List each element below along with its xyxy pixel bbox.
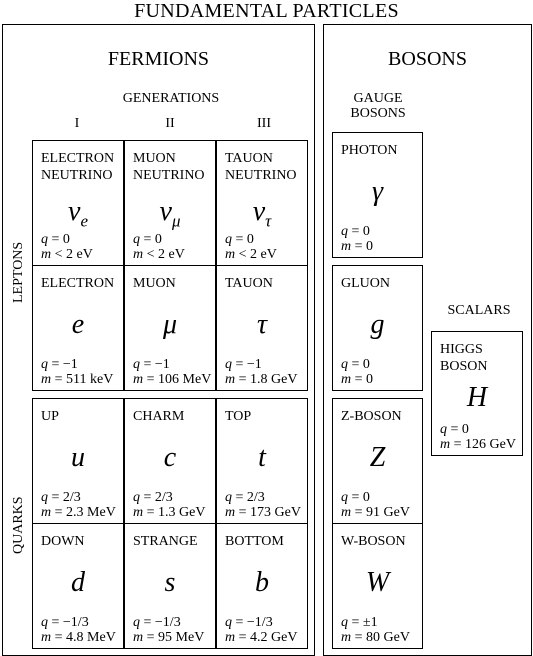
particle-mass: m = 126 GeV (440, 437, 516, 452)
particle-name: UP (41, 409, 59, 424)
particle-name: BOTTOM (225, 534, 284, 549)
particle-name: TAUON (225, 276, 273, 291)
boson-cell (332, 132, 423, 258)
particle-symbol: c (163, 442, 177, 473)
particle-symbol: b (255, 567, 269, 598)
higgs-cell (431, 331, 523, 456)
particle-charge: q = 0 (341, 357, 370, 372)
particle-cell (32, 523, 124, 649)
generation-ii: II (165, 116, 175, 131)
scalars-label: SCALARS (447, 303, 511, 318)
particle-symbol: γ (371, 176, 384, 207)
particle-mass: m = 0 (341, 372, 374, 387)
particle-mass: m < 2 eV (225, 247, 277, 262)
particle-mass: m < 2 eV (133, 247, 185, 262)
bosons-heading: BOSONS (388, 48, 467, 70)
particle-symbol: W (365, 567, 390, 598)
particle-charge: q = −1/3 (225, 615, 273, 630)
particle-charge: q = −1 (133, 357, 170, 372)
generation-i: I (74, 116, 80, 131)
particle-charge: q = 2/3 (133, 490, 173, 505)
particle-name: CHARM (133, 409, 185, 424)
particle-cell (124, 398, 216, 524)
particle-symbol: $\nu_\mu$ (159, 196, 181, 231)
particle-charge: q = −1/3 (41, 615, 89, 630)
particle-charge: q = −1 (41, 357, 78, 372)
particle-cell (32, 265, 124, 391)
particle-mass: m = 4.2 GeV (225, 630, 298, 645)
particle-cell (216, 140, 308, 266)
particle-name: ELECTRON NEUTRINO (41, 151, 115, 183)
leptons-label: LEPTONS (11, 241, 26, 303)
particle-mass: m = 80 GeV (341, 630, 410, 645)
particle-mass: m = 173 GeV (225, 505, 301, 520)
generation-iii: III (257, 116, 271, 131)
particle-charge: q = 0 (440, 422, 469, 437)
particle-charge: q = −1/3 (133, 615, 181, 630)
particle-symbol: μ (162, 309, 178, 340)
particle-symbol: e (71, 309, 85, 340)
particle-mass: m = 2.3 MeV (41, 505, 116, 520)
particle-name: HIGGS BOSON (440, 342, 488, 374)
particle-mass: m = 106 MeV (133, 372, 212, 387)
particle-symbol: t (258, 442, 266, 473)
particle-mass: m = 95 MeV (133, 630, 205, 645)
particle-symbol: $\nu_\tau$ (252, 196, 272, 231)
particle-cell (32, 398, 124, 524)
particle-cell (124, 523, 216, 649)
particle-mass: m < 2 eV (41, 247, 93, 262)
particle-symbol: τ (256, 309, 268, 340)
particle-mass: m = 1.3 GeV (133, 505, 206, 520)
particle-mass: m = 1.8 GeV (225, 372, 298, 387)
particle-name: GLUON (341, 276, 390, 291)
particle-charge: q = 0 (341, 224, 370, 239)
particle-charge: q = 0 (133, 232, 162, 247)
particle-symbol: $\nu_e$ (68, 196, 88, 231)
particle-name: TOP (225, 409, 252, 424)
zw-group (332, 398, 423, 649)
particle-symbol: s (164, 567, 176, 598)
gauge-bosons-label: GAUGE BOSONS (350, 91, 406, 121)
particle-cell (216, 398, 308, 524)
particle-name: PHOTON (341, 143, 398, 158)
generations-label: GENERATIONS (122, 91, 220, 106)
particle-mass: m = 91 GeV (341, 505, 410, 520)
particle-name: STRANGE (133, 534, 198, 549)
particle-name: TAUON NEUTRINO (225, 151, 297, 183)
boson-cell (332, 265, 423, 391)
particle-name: DOWN (41, 534, 85, 549)
particle-symbol: H (466, 382, 488, 413)
particle-cell (32, 140, 124, 266)
particle-mass: m = 4.8 MeV (41, 630, 116, 645)
particle-symbol: u (71, 442, 85, 473)
particle-charge: q = 0 (225, 232, 254, 247)
particle-charge: q = 2/3 (41, 490, 81, 505)
particle-symbol: Z (369, 442, 386, 473)
particle-name: MUON NEUTRINO (133, 151, 205, 183)
particle-name: MUON (133, 276, 176, 291)
particle-cell (124, 265, 216, 391)
diagram-title: FUNDAMENTAL PARTICLES (134, 0, 399, 22)
particle-mass: m = 511 keV (41, 372, 114, 387)
particle-cell (216, 265, 308, 391)
particle-name: ELECTRON (41, 276, 115, 291)
particle-mass: m = 0 (341, 239, 374, 254)
particle-cell (124, 140, 216, 266)
particle-name: Z-BOSON (341, 409, 402, 424)
particle-symbol: g (370, 309, 385, 340)
particle-name: W-BOSON (341, 534, 406, 549)
particle-charge: q = 2/3 (225, 490, 265, 505)
particle-charge: q = 0 (41, 232, 70, 247)
particle-cell (216, 523, 308, 649)
particle-charge: q = ±1 (341, 615, 378, 630)
quarks-label: QUARKS (11, 496, 26, 554)
particle-symbol: d (71, 567, 85, 598)
particle-charge: q = −1 (225, 357, 262, 372)
particle-charge: q = 0 (341, 490, 370, 505)
fermions-heading: FERMIONS (107, 48, 210, 70)
